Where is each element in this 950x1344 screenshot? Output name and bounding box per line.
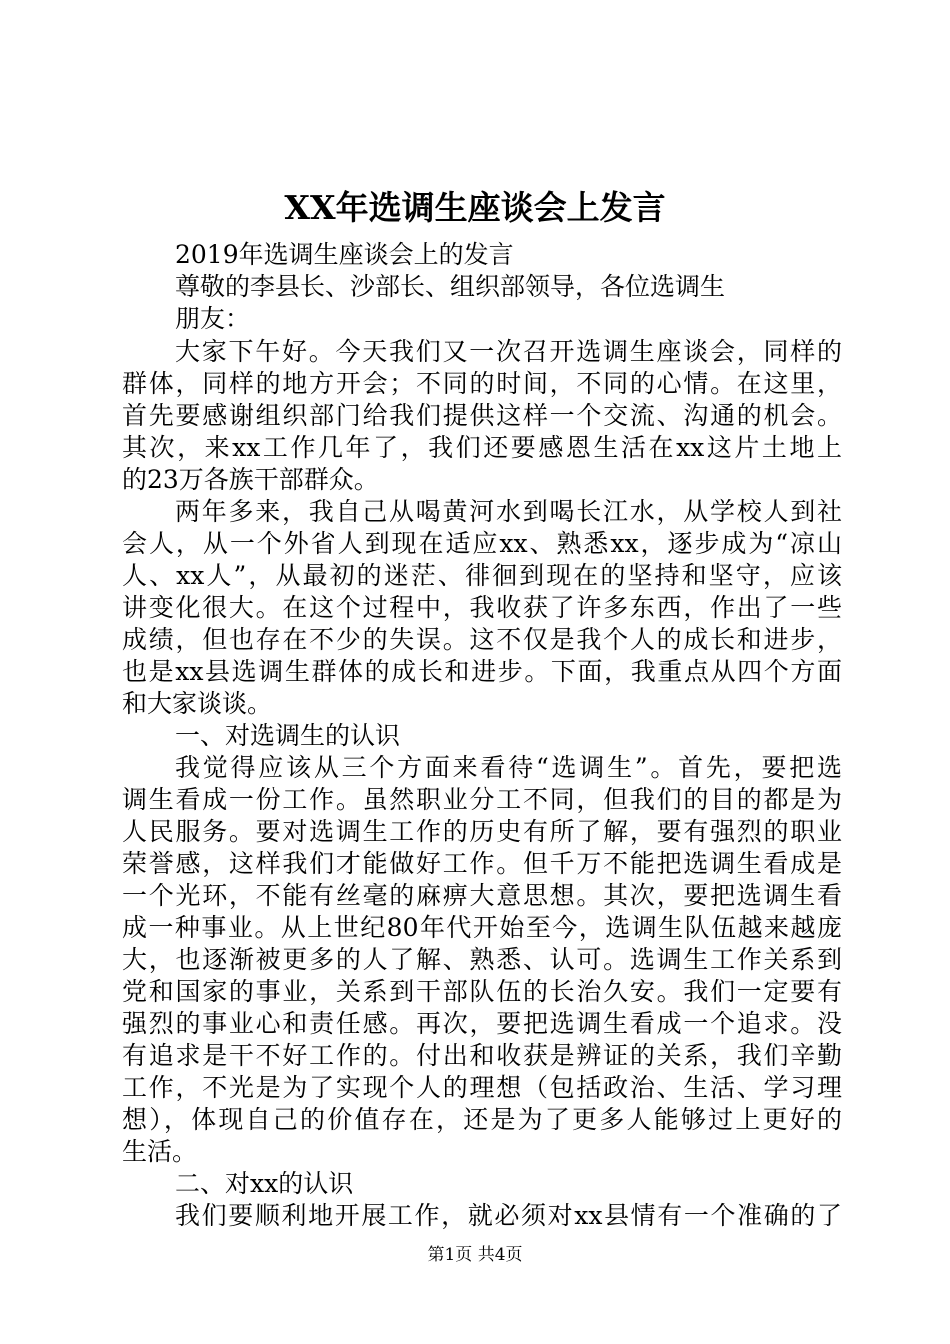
body-text-line: 我们要顺利地开展工作，就必须对xx县情有一个准确的了 [175, 1201, 842, 1230]
body-text-line: 两年多来，我自己从喝黄河水到喝长江水，从学校人到社 [175, 497, 842, 526]
body-text-line: 大，也逐渐被更多的人了解、熟悉、认可。选调生工作关系到 [122, 945, 842, 974]
body-text-line: 大家下午好。今天我们又一次召开选调生座谈会，同样的 [175, 337, 842, 366]
body-text-line: 想），体现自己的价值存在，还是为了更多人能够过上更好的 [122, 1105, 842, 1134]
body-text-line: 其次，来xx工作几年了，我们还要感恩生活在xx这片土地上 [122, 433, 842, 462]
body-text-line: 有追求是干不好工作的。付出和收获是辨证的关系，我们辛勤 [122, 1041, 842, 1070]
salutation-line: 朋友： [175, 304, 251, 333]
body-text-line: 人、xx人”，从最初的迷茫、徘徊到现在的坚持和坚守，应该 [122, 561, 842, 590]
body-text-line: 生活。 [122, 1137, 198, 1166]
body-text-line: 我觉得应该从三个方面来看待“选调生”。首先，要把选 [175, 753, 842, 782]
body-text-line: 强烈的事业心和责任感。再次，要把选调生看成一个追求。没 [122, 1009, 842, 1038]
body-text-line: 群体，同样的地方开会；不同的时间，不同的心情。在这里， [122, 369, 842, 398]
body-text-line: 一个光环，不能有丝毫的麻痹大意思想。其次，要把选调生看 [122, 881, 842, 910]
body-text-line: 会人，从一个外省人到现在适应xx、熟悉xx，逐步成为“凉山 [122, 529, 842, 558]
section-heading: 二、对xx的认识 [175, 1169, 354, 1198]
page-number-footer: 第1页 共4页 [427, 1245, 523, 1265]
body-text-line: 荣誉感，这样我们才能做好工作。但千万不能把选调生看成是 [122, 849, 842, 878]
body-text-line: 讲变化很大。在这个过程中，我收获了许多东西，作出了一些 [122, 593, 842, 622]
section-heading: 一、对选调生的认识 [175, 721, 401, 750]
salutation-line: 尊敬的李县长、沙部长、组织部领导，各位选调生 [175, 272, 726, 301]
body-text-line: 工作，不光是为了实现个人的理想（包括政治、生活、学习理 [122, 1073, 842, 1102]
document-title: XX年选调生座谈会上发言 [284, 188, 666, 227]
body-text-line: 成一种事业。从上世纪80年代开始至今，选调生队伍越来越庞 [122, 913, 842, 942]
subtitle-line: 2019年选调生座谈会上的发言 [175, 240, 514, 269]
body-text-line: 和大家谈谈。 [122, 689, 273, 718]
body-text-line: 的23万各族干部群众。 [122, 465, 379, 494]
body-text-line: 党和国家的事业，关系到干部队伍的长治久安。我们一定要有 [122, 977, 842, 1006]
body-text-line: 人民服务。要对选调生工作的历史有所了解，要有强烈的职业 [122, 817, 842, 846]
body-text-line: 也是xx县选调生群体的成长和进步。下面，我重点从四个方面 [122, 657, 842, 686]
body-text-line: 调生看成一份工作。虽然职业分工不同，但我们的目的都是为 [122, 785, 842, 814]
body-text-line: 首先要感谢组织部门给我们提供这样一个交流、沟通的机会。 [122, 401, 842, 430]
body-text-line: 成绩，但也存在不少的失误。这不仅是我个人的成长和进步， [122, 625, 842, 654]
